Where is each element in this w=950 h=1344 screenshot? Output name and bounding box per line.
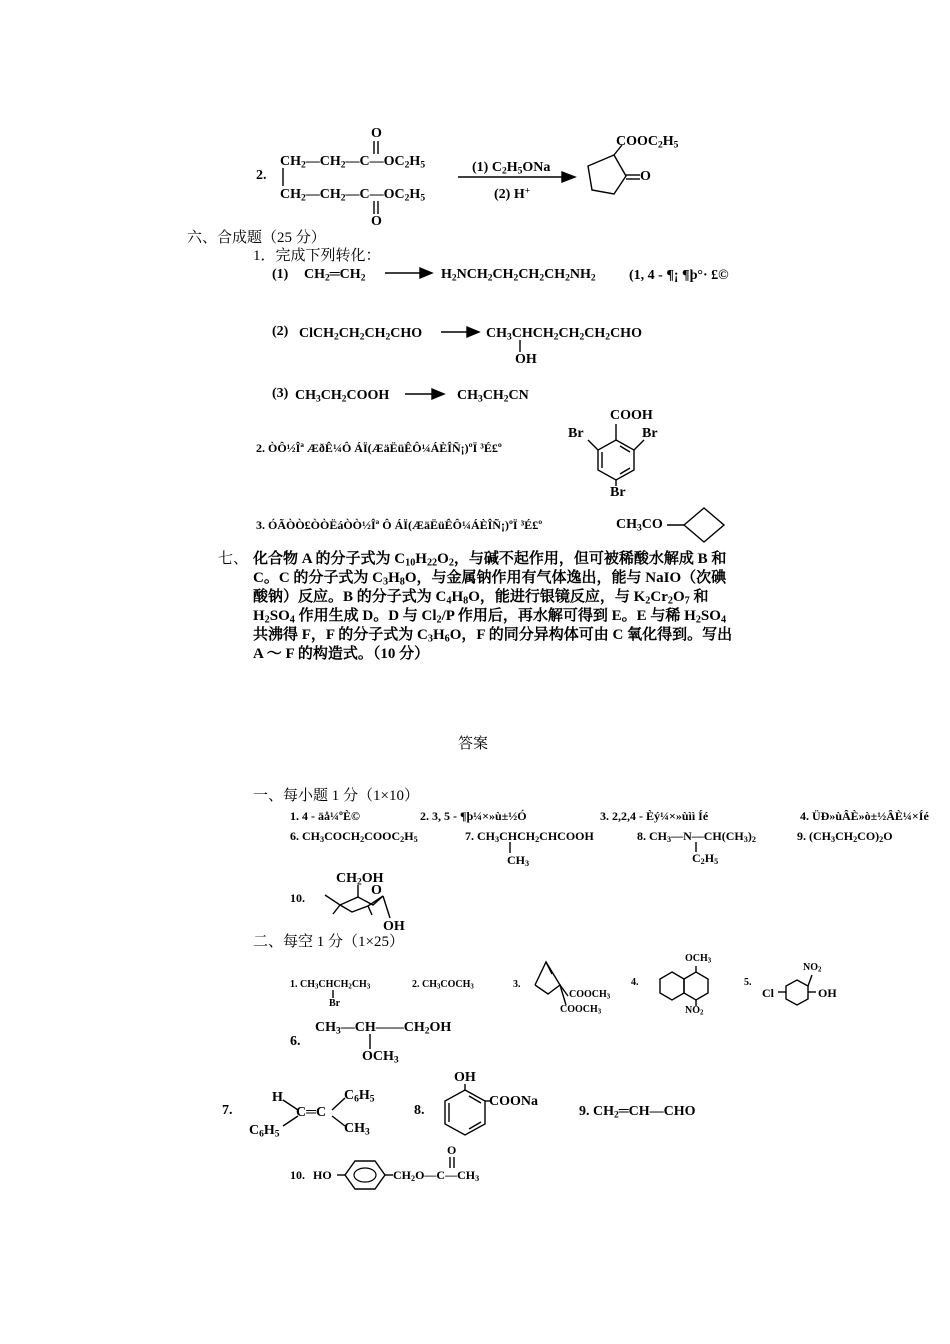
br-right-bond xyxy=(634,440,644,450)
b1-sub: Br xyxy=(329,998,341,1009)
r3-reactant: $CH_3CH_2COOH$ xyxy=(295,388,390,405)
chair-sub-2 xyxy=(368,906,372,915)
r2-oh: OH xyxy=(515,352,537,367)
answer-8: 8. $CH_3—N—CH(CH_3)_2$ xyxy=(637,829,756,845)
b4-num: 4. xyxy=(631,977,639,988)
b1: 1. $CH_3CHCH_2CH_3$ xyxy=(290,979,371,991)
b8-oh: OH xyxy=(454,1070,476,1085)
b7-h-bond xyxy=(283,1100,298,1110)
reaction-number: 2. xyxy=(256,168,267,183)
r2-label: (2) xyxy=(272,324,289,339)
b7-h: H xyxy=(272,1090,283,1105)
answer-10-ch2oh: $CH_2OH$ xyxy=(336,871,384,888)
b6-num: 6. xyxy=(290,1034,301,1049)
cyclobutane-ring xyxy=(684,508,724,542)
q3-prefix: $CH_3CO$ xyxy=(616,517,663,534)
answer-8-sub: $C_2H_5$ xyxy=(692,851,719,867)
answer-10-oh: OH xyxy=(383,919,405,934)
product-ketone-o: O xyxy=(640,169,651,184)
condition-1: (1) $C_2H_5ONa$ xyxy=(472,160,551,177)
answer-10-o: O xyxy=(371,883,382,898)
b5-oh: OH xyxy=(818,986,837,1000)
b8-num: 8. xyxy=(414,1103,425,1118)
r1-product: $H_2NCH_2CH_2CH_2CH_2NH_2$ xyxy=(441,267,596,284)
r3-arrow-head xyxy=(432,389,444,399)
r3-label: (3) xyxy=(272,386,289,401)
diester-row2: $CH_2—CH_2—C—OC_2H_5$ xyxy=(280,187,426,204)
chair-top xyxy=(325,895,383,905)
answers-heading: 答案 xyxy=(458,736,489,752)
q2-br-right: Br xyxy=(642,426,658,441)
answer-1: 1. 4 - äå¼ºÈ© xyxy=(290,809,360,823)
b8-coona: COONa xyxy=(489,1094,538,1109)
r1-note: (1, 4 - ¶¡ ¶þ°· £© xyxy=(629,269,729,283)
r2-product: $CH_3CHCH_2CH_2CH_2CHO$ xyxy=(486,326,642,343)
b6-sub: $OCH_3$ xyxy=(362,1049,399,1066)
b10-o: O xyxy=(447,1143,457,1157)
r3-product: $CH_3CH_2CN$ xyxy=(457,388,529,405)
answer-6: 6. $CH_3COCH_2COOC_2H_5$ xyxy=(290,829,418,845)
br-left-bond xyxy=(588,440,598,450)
anomeric-oh-bond xyxy=(383,896,390,918)
carbonyl-o-top: O xyxy=(371,126,382,141)
answer-7-sub: $CH_3$ xyxy=(507,853,530,869)
b10-chain: $CH_2O—C—CH_3$ xyxy=(393,1168,480,1184)
b6-main: $CH_3—CH——CH_2OH$ xyxy=(315,1020,452,1037)
cyclopentanone-ring xyxy=(588,155,626,194)
b10-num: 10. xyxy=(290,1168,305,1182)
naphthalene-ring-2 xyxy=(684,972,708,1000)
ester-bond xyxy=(614,145,622,155)
r1-arrow-head xyxy=(420,268,432,278)
b8-ring xyxy=(445,1090,485,1135)
r1-reactant: $CH_2═CH_2$ xyxy=(304,267,366,284)
section6-title: 六、合成题（25 分） xyxy=(187,230,326,246)
b7-c6h5-top: $C_6H_5$ xyxy=(344,1088,375,1105)
q2-text: 2. ÒÔ½Îª ÆðÊ¼Ô ÁÏ(ÆäËüÊÔ¼ÁÈÎÑ¡)ºÏ ³É£º xyxy=(256,441,502,455)
b5-no2: $NO_2$ xyxy=(803,962,822,974)
r2-arrow-head xyxy=(467,327,479,337)
b7-ch3-bond xyxy=(332,1116,345,1126)
b5-cl: Cl xyxy=(762,986,774,1000)
answer-10-num: 10. xyxy=(290,891,305,905)
naphthalene-ring-1 xyxy=(660,972,684,1000)
condition-2: (2) H+ xyxy=(494,186,531,202)
b5-num: 5. xyxy=(744,977,752,988)
section7-text: 化合物 A 的分子式为 $C_{10}H_{22}O_2$，与碱不起作用，但可被稀酸水解成 B 和 C。C 的分子式为 $C_3H_8O$，与金属钠作用有气体逸出，能与 NaIO（次碘酸钠）反应。B 的分子式为 $C_4H_8O$，能进行银镜反应，与 $K_2Cr_2O_7$ 和 $H_2SO_4$ 作用生成 D。D 与 $Cl_2/P$ 作用后，再水解可得到 E。E 与稀 $H_2SO_4$ 共沸得 F，F 的分子式为 $C_3H_6O$，F 的同分异构体可由 C 氧化得到。写出 A ～ F 的构造式。（10 分） xyxy=(253,551,733,662)
part1-title: 一、每小题 1 分（1×10） xyxy=(253,788,419,804)
answer-4: 4. ÜÐ»ùÂÈ»ò±½ÂÈ¼×Íé xyxy=(800,810,929,822)
b3-num: 3. xyxy=(513,979,521,990)
q2-br-bottom: Br xyxy=(610,485,626,500)
section7-label: 七、 xyxy=(218,551,249,567)
b10-ring-circle xyxy=(354,1168,376,1182)
b5-ring xyxy=(786,980,808,1005)
reaction-arrow-head xyxy=(562,172,575,182)
b7-c6h5-bond-2 xyxy=(332,1098,345,1110)
norbornene-inner xyxy=(546,962,552,974)
r1-label: (1) xyxy=(272,267,289,282)
b7-c6h5-bond-1 xyxy=(283,1116,298,1126)
r2-reactant: $ClCH_2CH_2CH_2CHO$ xyxy=(299,326,423,343)
b7-ch3: $CH_3$ xyxy=(344,1121,370,1138)
answer-2: 2. 3, 5 - ¶þ¼×»ù±½Ó xyxy=(420,809,527,823)
benzene-ring-q2 xyxy=(598,440,634,480)
answer-7: 7. $CH_3CHCH_2CHCOOH$ xyxy=(465,829,594,845)
b7-c6h5-bottom: $C_6H_5$ xyxy=(249,1123,280,1140)
section6-q1: 1．完成下列转化： xyxy=(253,248,381,264)
part2-title: 二、每空 1 分（1×25） xyxy=(253,934,404,950)
product-ester: $COOC_2H_5$ xyxy=(616,134,679,151)
b4-no2: $NO_2$ xyxy=(685,1005,704,1017)
b7-num: 7. xyxy=(222,1103,233,1118)
answer-9: 9. $(CH_3CH_2CO)_2O$ xyxy=(797,829,893,845)
b7-cc: C═C xyxy=(296,1105,327,1120)
chair-sub-1 xyxy=(333,905,340,914)
q2-cooh: COOH xyxy=(610,408,653,423)
q2-br-left: Br xyxy=(568,426,584,441)
b9: 9. $CH_2═CH—CHO$ xyxy=(579,1104,696,1121)
carbonyl-o-bottom: O xyxy=(371,214,382,229)
b2: 2. $CH_3COCH_3$ xyxy=(412,979,474,991)
answer-3: 3. 2,2,4 - Èý¼×»ùìì Íé xyxy=(600,809,709,823)
b4-och3: $OCH_3$ xyxy=(685,953,712,965)
b3-ester1: $COOCH_3$ xyxy=(569,989,611,1001)
b5-no2-bond xyxy=(808,975,812,986)
b3-ester2: $COOCH_3$ xyxy=(560,1004,602,1016)
diester-row1: $CH_2—CH_2—C—OC_2H_5$ xyxy=(280,154,426,171)
q3-text: 3. ÓÃÒÒ£ÒÒËáÒÒ½Îª Ô ÁÏ(ÆäËüÊÔ¼ÁÈÎÑ¡)ºÏ ³É£º xyxy=(256,518,543,532)
b10-ring xyxy=(345,1161,385,1189)
b10-ho: HO xyxy=(313,1168,332,1182)
